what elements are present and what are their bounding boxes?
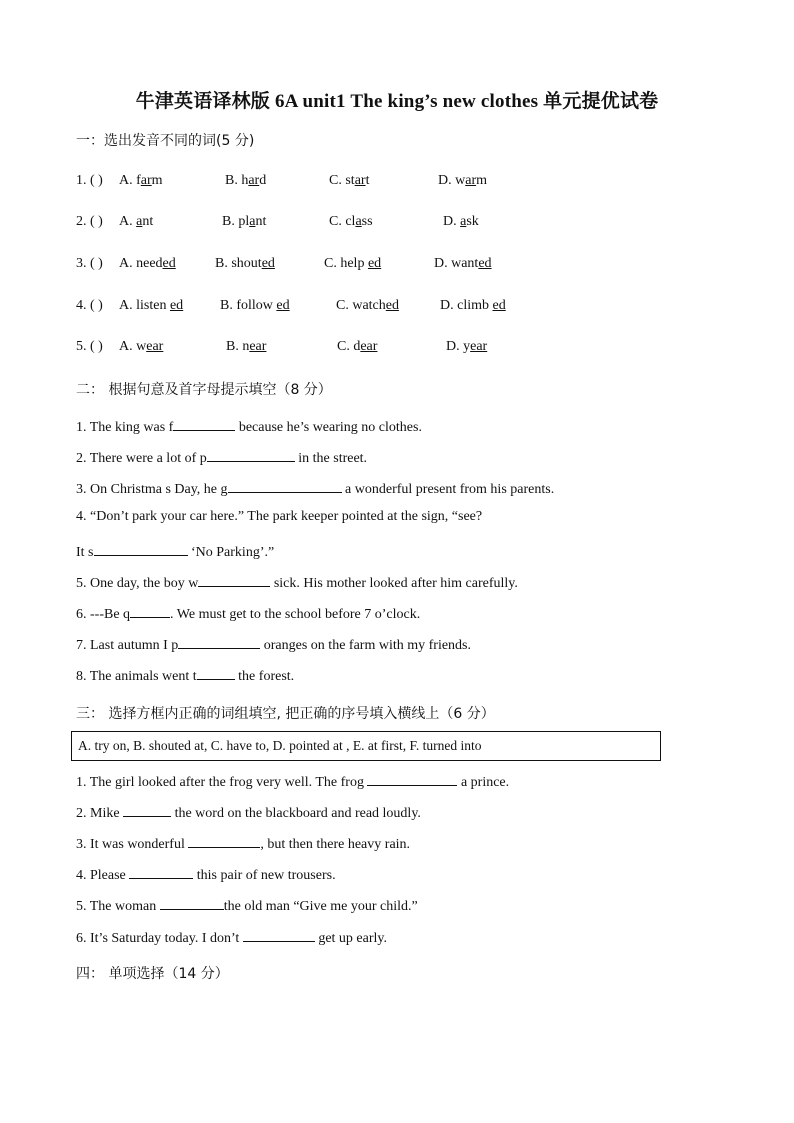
question-line: 5. One day, the boy w sick. His mother looked after him carefully. <box>76 572 518 592</box>
underlined-letters: ar <box>140 173 152 188</box>
answer-blank[interactable] <box>188 833 260 848</box>
question-line: 1. The king was f because he’s wearing no clothes. <box>76 416 422 436</box>
underlined-letters: ed <box>367 256 382 271</box>
answer-blank[interactable] <box>207 447 295 462</box>
underlined-letters: ear <box>360 339 378 354</box>
underlined-letters: ed <box>162 256 176 271</box>
question-number: 3. ( ) <box>76 256 103 271</box>
answer-option: B. follow ed <box>220 298 290 313</box>
underlined-letters: ear <box>470 339 488 354</box>
answer-blank[interactable] <box>160 895 224 910</box>
answer-option: D. warm <box>438 173 488 188</box>
section-3-heading: 三： 选择方框内正确的词组填空, 把正确的序号填入横线上（6 分） <box>76 706 495 722</box>
page-title: 牛津英语译林版 6A unit1 The king’s new clothes 单元提优试卷 <box>135 91 659 112</box>
underlined-letters: ed <box>478 256 492 271</box>
answer-option: D. wanted <box>434 256 492 271</box>
answer-option: C. help ed <box>324 256 382 271</box>
word-bank-text: A. try on, B. shouted at, C. have to, D. pointed at , E. at first, F. turned into <box>78 738 482 753</box>
answer-option: B. near <box>226 339 267 354</box>
underlined-letters: ar <box>465 173 477 188</box>
answer-blank[interactable] <box>94 541 188 556</box>
answer-option: C. watched <box>336 298 399 313</box>
answer-option: B. plant <box>222 214 267 229</box>
underlined-letters: a <box>355 214 362 229</box>
answer-blank[interactable] <box>197 665 235 680</box>
answer-option: D. ask <box>443 214 479 229</box>
word-bank-box <box>71 731 661 761</box>
question-line: 5. The woman the old man “Give me your child.” <box>76 895 418 915</box>
underlined-letters: ar <box>248 173 260 188</box>
question-line: 2. Mike the word on the blackboard and read loudly. <box>76 802 421 822</box>
answer-option: D. year <box>446 339 488 354</box>
question-line: 7. Last autumn I p oranges on the farm with my friends. <box>76 634 471 654</box>
question-number: 1. ( ) <box>76 173 103 188</box>
answer-option: A. needed <box>119 256 176 271</box>
section-4-heading: 四： 单项选择（14 分） <box>76 966 229 982</box>
underlined-letters: a <box>460 214 467 229</box>
underlined-letters: ed <box>492 298 506 313</box>
answer-option: A. farm <box>119 173 163 188</box>
question-line: 4. Please this pair of new trousers. <box>76 864 336 884</box>
answer-blank[interactable] <box>173 416 235 431</box>
question-line: 6. ---Be q . We must get to the school before 7 o’clock. <box>76 603 420 623</box>
answer-blank[interactable] <box>130 603 170 618</box>
question-number: 4. ( ) <box>76 298 103 313</box>
answer-option: C. class <box>329 214 373 229</box>
answer-option: C. start <box>329 173 370 188</box>
answer-blank[interactable] <box>178 634 260 649</box>
question-line: 8. The animals went t the forest. <box>76 665 294 685</box>
answer-blank[interactable] <box>129 864 193 879</box>
underlined-letters: ear <box>249 339 267 354</box>
question-line: 3. On Christma s Day, he g a wonderful present from his parents. <box>76 478 554 498</box>
answer-option: A. wear <box>119 339 164 354</box>
answer-blank[interactable] <box>243 927 315 942</box>
underlined-letters: ar <box>354 173 366 188</box>
answer-option: B. shouted <box>215 256 275 271</box>
underlined-letters: ed <box>385 298 399 313</box>
underlined-letters: a <box>136 214 143 229</box>
answer-option: B. hard <box>225 173 267 188</box>
question-line: 4. “Don’t park your car here.” The park keeper pointed at the sign, “see? <box>76 509 483 524</box>
section-2-heading: 二： 根据句意及首字母提示填空（8 分） <box>76 382 332 398</box>
answer-option: D. climb ed <box>440 298 506 313</box>
answer-blank[interactable] <box>198 572 270 587</box>
answer-blank[interactable] <box>123 802 171 817</box>
underlined-letters: ear <box>146 339 164 354</box>
question-number: 5. ( ) <box>76 339 103 354</box>
answer-option: C. dear <box>337 339 378 354</box>
underlined-letters: ed <box>169 298 184 313</box>
answer-option: A. ant <box>119 214 154 229</box>
question-number: 2. ( ) <box>76 214 103 229</box>
underlined-letters: a <box>249 214 256 229</box>
underlined-letters: ed <box>261 256 275 271</box>
question-line: 2. There were a lot of p in the street. <box>76 447 367 467</box>
question-line: 3. It was wonderful , but then there heavy rain. <box>76 833 410 853</box>
underlined-letters: ed <box>276 298 290 313</box>
question-line: 6. It’s Saturday today. I don’t get up early. <box>76 927 387 947</box>
section-1-heading: 一：选出发音不同的词(5 分) <box>76 133 255 149</box>
question-line: 1. The girl looked after the frog very well. The frog a prince. <box>76 771 509 791</box>
answer-blank[interactable] <box>228 478 342 493</box>
question-line: It s ‘No Parking’.” <box>76 541 274 561</box>
answer-option: A. listen ed <box>119 298 184 313</box>
answer-blank[interactable] <box>367 771 457 786</box>
